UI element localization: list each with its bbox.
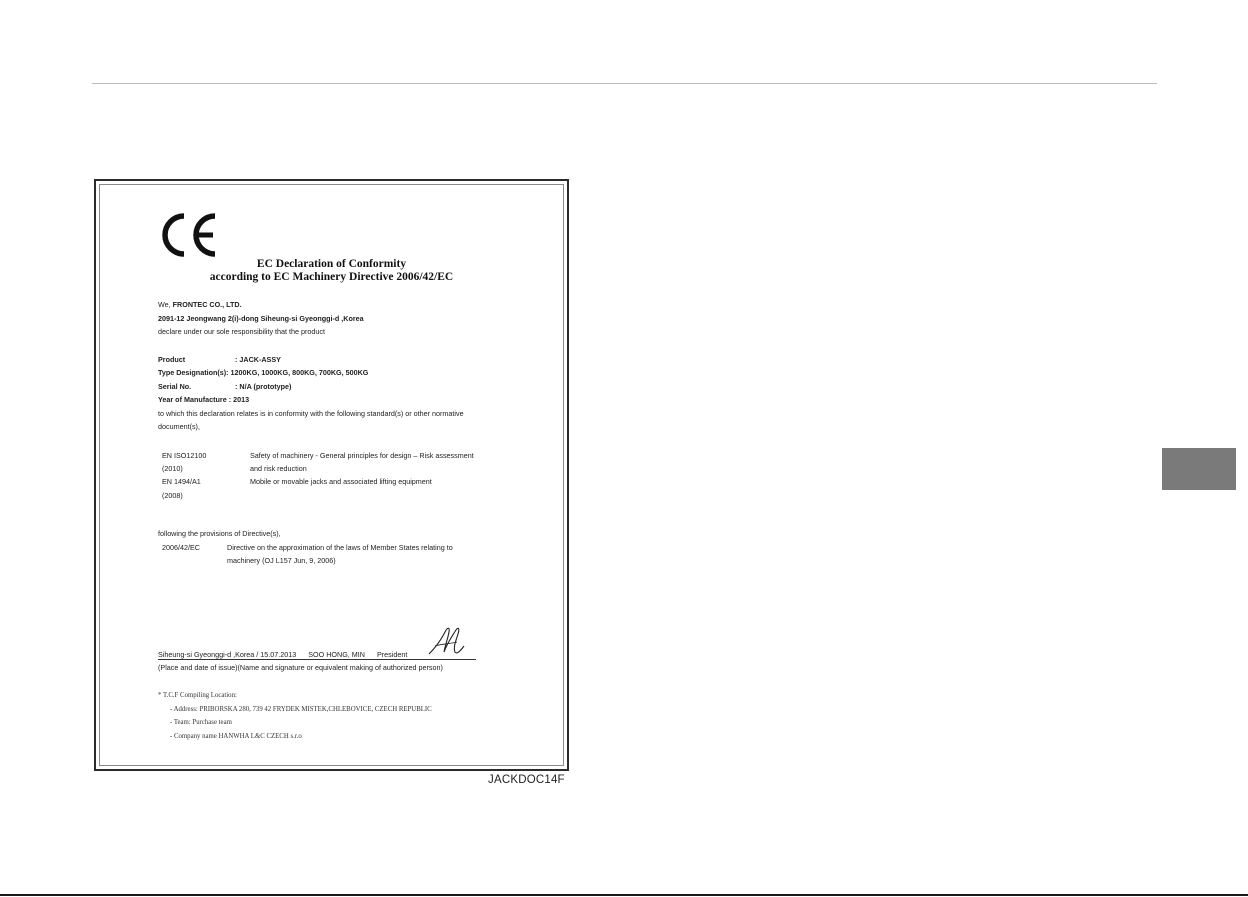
signature-line xyxy=(158,659,476,660)
issue-caption: (Place and date of issue)(Name and signature or equivalent making of authorized person) xyxy=(158,663,443,672)
serial-row: Serial No. : N/A (prototype) xyxy=(158,382,292,391)
standard-description-cont: and risk reduction xyxy=(250,464,307,473)
standard-year: (2010) xyxy=(162,464,183,473)
declaration-subtitle: according to EC Machinery Directive 2006/42/EC xyxy=(209,271,454,283)
place-date: Siheung-si Gyeonggi-d ,Korea / 15.07.2013 xyxy=(158,650,297,659)
standard-year: (2008) xyxy=(162,491,183,500)
tcf-title: * T.C.F Compiling Location: xyxy=(158,692,237,699)
directive-description: Directive on the approximation of the laws of Member States relating to xyxy=(227,543,453,552)
declaration-title: EC Declaration of Conformity xyxy=(256,258,407,270)
directive-description-cont: machinery (OJ L157 Jun, 9, 2006) xyxy=(227,556,336,565)
issue-details xyxy=(158,650,407,659)
conformity-statement-cont: document(s), xyxy=(158,422,200,431)
ce-mark-icon xyxy=(157,210,221,260)
section-tab xyxy=(1162,448,1236,490)
figure-code: JACKDOC14F xyxy=(488,774,565,786)
year-row: Year of Manufacture : 2013 xyxy=(158,395,250,404)
standard-code: EN 1494/A1 xyxy=(162,477,201,486)
product-row: Product : JACK-ASSY xyxy=(158,355,281,364)
tcf-company: - Company name HANWHA L&C CZECH s.r.o xyxy=(170,733,302,740)
type-designation-row: Type Designation(s): 1200KG, 1000KG, 800KG, 700KG, 500KG xyxy=(158,368,369,377)
standard-description: Safety of machinery - General principles for design – Risk assessment xyxy=(250,451,474,460)
company-address: 2091-12 Jeongwang 2(i)-dong Siheung-si Gyeonggi-d ,Korea xyxy=(158,314,364,323)
provisions-intro: following the provisions of Directive(s), xyxy=(158,529,281,538)
standard-description: Mobile or movable jacks and associated lifting equipment xyxy=(250,477,432,486)
declare-statement: declare under our sole responsibility that the product xyxy=(158,327,326,336)
tcf-address: - Address: PRIBORSKA 280, 739 42 FRYDEK MISTEK,CHLEBOVICE, CZECH REPUBLIC xyxy=(170,706,432,713)
top-divider xyxy=(92,83,1157,84)
bottom-divider xyxy=(0,894,1248,896)
manufacturer-line: We, FRONTEC CO., LTD. xyxy=(158,300,242,309)
signer-title: President xyxy=(376,650,408,659)
standard-code: EN ISO12100 xyxy=(162,451,207,460)
tcf-team: - Team: Purchase team xyxy=(170,719,232,726)
signer-name: SOO HONG, MIN xyxy=(308,650,365,659)
document-inner-border xyxy=(99,184,564,766)
signature-icon xyxy=(425,622,469,660)
company-name: FRONTEC CO., LTD. xyxy=(172,300,242,309)
directive-code: 2006/42/EC xyxy=(162,543,200,552)
conformity-statement: to which this declaration relates is in conformity with the following standard(s) or other normative xyxy=(158,409,464,418)
declaration-document xyxy=(94,179,569,771)
